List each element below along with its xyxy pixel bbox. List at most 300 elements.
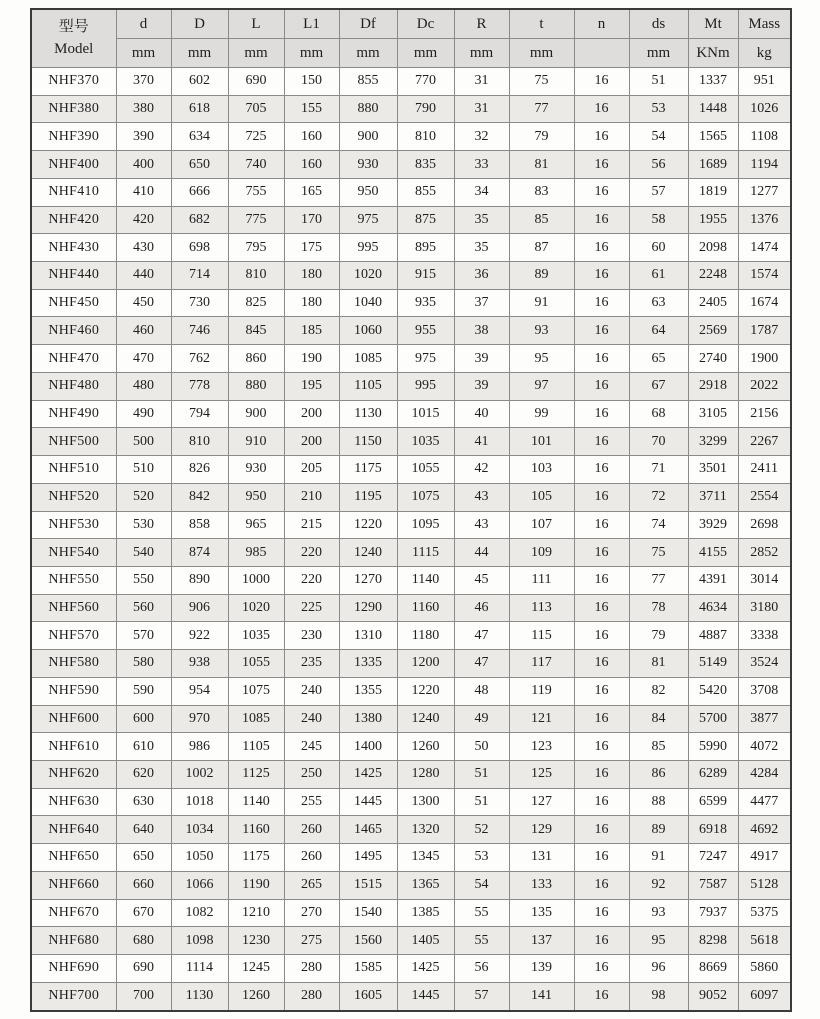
value-cell: 16 [574,650,629,678]
value-cell: 65 [629,345,688,373]
value-cell: 129 [509,816,574,844]
value-cell: 16 [574,428,629,456]
value-cell: 906 [171,594,228,622]
model-cell: NHF500 [31,428,116,456]
model-cell: NHF370 [31,68,116,96]
value-cell: 42 [454,456,509,484]
value-cell: 190 [284,345,339,373]
model-header-cn: 型号 [58,18,89,35]
value-cell: 660 [116,871,171,899]
value-cell: 3877 [738,705,791,733]
value-cell: 93 [629,899,688,927]
value-cell: 34 [454,178,509,206]
value-cell: 16 [574,456,629,484]
value-cell: 790 [397,95,454,123]
value-cell: 38 [454,317,509,345]
value-cell: 175 [284,234,339,262]
value-cell: 690 [116,955,171,983]
header-row-units [31,39,791,68]
value-cell: 8298 [688,927,738,955]
value-cell: 1000 [228,566,284,594]
value-cell: 9052 [688,982,738,1011]
value-cell: 6918 [688,816,738,844]
value-cell: 3524 [738,650,791,678]
value-cell: 185 [284,317,339,345]
table-row [31,871,791,899]
table-row [31,151,791,179]
value-cell: 16 [574,123,629,151]
value-cell: 16 [574,206,629,234]
value-cell: 16 [574,68,629,96]
value-cell: 755 [228,178,284,206]
value-cell: 88 [629,788,688,816]
value-cell: 37 [454,289,509,317]
value-cell: 16 [574,788,629,816]
value-cell: 40 [454,400,509,428]
value-cell: 36 [454,262,509,290]
value-cell: 16 [574,289,629,317]
value-cell: 1605 [339,982,397,1011]
value-cell: 91 [509,289,574,317]
value-cell: 71 [629,456,688,484]
value-cell: 16 [574,733,629,761]
value-cell: 39 [454,345,509,373]
value-cell: 1125 [228,760,284,788]
value-cell: 842 [171,483,228,511]
value-cell: 5149 [688,650,738,678]
value-cell: 280 [284,982,339,1011]
value-cell: 51 [454,788,509,816]
value-cell: 855 [339,68,397,96]
value-cell: 955 [397,317,454,345]
value-cell: 1066 [171,871,228,899]
value-cell: 44 [454,539,509,567]
value-cell: 1277 [738,178,791,206]
table-row [31,760,791,788]
value-cell: 560 [116,594,171,622]
value-cell: 1040 [339,289,397,317]
value-cell: 650 [171,151,228,179]
value-cell: 826 [171,456,228,484]
value-cell: 131 [509,844,574,872]
value-cell: 1400 [339,733,397,761]
value-cell: 995 [397,372,454,400]
value-cell: 16 [574,372,629,400]
value-cell: 16 [574,317,629,345]
model-cell: NHF440 [31,262,116,290]
value-cell: 270 [284,899,339,927]
value-cell: 602 [171,68,228,96]
value-cell: 845 [228,317,284,345]
model-cell: NHF480 [31,372,116,400]
value-cell: 2698 [738,511,791,539]
model-header-en: Model [54,40,94,57]
value-cell: 1425 [397,955,454,983]
value-cell: 16 [574,677,629,705]
column-label: Df [339,9,397,39]
header-row-labels [31,9,791,39]
value-cell: 1035 [228,622,284,650]
value-cell: 1018 [171,788,228,816]
value-cell: 1194 [738,151,791,179]
table-row [31,68,791,96]
value-cell: 16 [574,178,629,206]
value-cell: 922 [171,622,228,650]
value-cell: 240 [284,705,339,733]
value-cell: 810 [397,123,454,151]
model-cell: NHF470 [31,345,116,373]
value-cell: 111 [509,566,574,594]
value-cell: 1002 [171,760,228,788]
value-cell: 255 [284,788,339,816]
value-cell: 250 [284,760,339,788]
value-cell: 16 [574,844,629,872]
value-cell: 1180 [397,622,454,650]
value-cell: 400 [116,151,171,179]
model-cell: NHF540 [31,539,116,567]
value-cell: 1495 [339,844,397,872]
value-cell: 600 [116,705,171,733]
value-cell: 16 [574,594,629,622]
value-cell: 81 [509,151,574,179]
value-cell: 8669 [688,955,738,983]
value-cell: 770 [397,68,454,96]
value-cell: 141 [509,982,574,1011]
value-cell: 1160 [397,594,454,622]
value-cell: 500 [116,428,171,456]
value-cell: 1105 [339,372,397,400]
column-label: Mt [688,9,738,39]
table-body [31,68,791,1012]
value-cell: 1105 [228,733,284,761]
value-cell: 1160 [228,816,284,844]
value-cell: 150 [284,68,339,96]
value-cell: 1290 [339,594,397,622]
table-row [31,123,791,151]
value-cell: 570 [116,622,171,650]
value-cell: 810 [228,262,284,290]
value-cell: 1445 [339,788,397,816]
value-cell: 86 [629,760,688,788]
model-cell: NHF660 [31,871,116,899]
value-cell: 16 [574,400,629,428]
model-cell: NHF600 [31,705,116,733]
value-cell: 1819 [688,178,738,206]
value-cell: 87 [509,234,574,262]
value-cell: 180 [284,262,339,290]
model-cell: NHF640 [31,816,116,844]
table-row [31,816,791,844]
value-cell: 874 [171,539,228,567]
value-cell: 1260 [228,982,284,1011]
value-cell: 139 [509,955,574,983]
value-cell: 1055 [228,650,284,678]
value-cell: 2554 [738,483,791,511]
value-cell: 3180 [738,594,791,622]
value-cell: 5420 [688,677,738,705]
value-cell: 3338 [738,622,791,650]
column-unit: mm [509,39,574,68]
value-cell: 47 [454,622,509,650]
model-cell: NHF620 [31,760,116,788]
value-cell: 2411 [738,456,791,484]
value-cell: 84 [629,705,688,733]
value-cell: 16 [574,539,629,567]
table-row [31,982,791,1011]
value-cell: 137 [509,927,574,955]
table-row [31,566,791,594]
value-cell: 98 [629,982,688,1011]
value-cell: 4072 [738,733,791,761]
value-cell: 682 [171,206,228,234]
value-cell: 530 [116,511,171,539]
table-header [31,9,791,68]
value-cell: 5860 [738,955,791,983]
value-cell: 2156 [738,400,791,428]
value-cell: 580 [116,650,171,678]
value-cell: 35 [454,206,509,234]
value-cell: 1245 [228,955,284,983]
value-cell: 3929 [688,511,738,539]
table-row [31,206,791,234]
model-cell: NHF700 [31,982,116,1011]
value-cell: 666 [171,178,228,206]
value-cell: 1108 [738,123,791,151]
model-cell: NHF560 [31,594,116,622]
value-cell: 2022 [738,372,791,400]
value-cell: 55 [454,899,509,927]
value-cell: 714 [171,262,228,290]
value-cell: 160 [284,151,339,179]
value-cell: 1175 [339,456,397,484]
value-cell: 2248 [688,262,738,290]
value-cell: 2740 [688,345,738,373]
value-cell: 32 [454,123,509,151]
value-cell: 77 [629,566,688,594]
value-cell: 51 [629,68,688,96]
value-cell: 510 [116,456,171,484]
model-cell: NHF520 [31,483,116,511]
value-cell: 1034 [171,816,228,844]
model-cell: NHF580 [31,650,116,678]
value-cell: 133 [509,871,574,899]
table-row [31,788,791,816]
value-cell: 16 [574,982,629,1011]
value-cell: 1190 [228,871,284,899]
value-cell: 99 [509,400,574,428]
value-cell: 900 [228,400,284,428]
value-cell: 43 [454,483,509,511]
value-cell: 215 [284,511,339,539]
value-cell: 78 [629,594,688,622]
value-cell: 220 [284,539,339,567]
value-cell: 1585 [339,955,397,983]
value-cell: 4887 [688,622,738,650]
value-cell: 2405 [688,289,738,317]
value-cell: 6097 [738,982,791,1011]
value-cell: 1310 [339,622,397,650]
value-cell: 778 [171,372,228,400]
value-cell: 1035 [397,428,454,456]
value-cell: 1095 [397,511,454,539]
value-cell: 46 [454,594,509,622]
value-cell: 16 [574,566,629,594]
value-cell: 127 [509,788,574,816]
value-cell: 985 [228,539,284,567]
value-cell: 200 [284,400,339,428]
value-cell: 1337 [688,68,738,96]
value-cell: 55 [454,927,509,955]
column-label: d [116,9,171,39]
value-cell: 260 [284,844,339,872]
value-cell: 16 [574,871,629,899]
value-cell: 225 [284,594,339,622]
value-cell: 975 [339,206,397,234]
value-cell: 762 [171,345,228,373]
value-cell: 125 [509,760,574,788]
value-cell: 950 [339,178,397,206]
value-cell: 43 [454,511,509,539]
value-cell: 880 [339,95,397,123]
value-cell: 113 [509,594,574,622]
column-label: D [171,9,228,39]
value-cell: 1445 [397,982,454,1011]
value-cell: 900 [339,123,397,151]
table-row [31,539,791,567]
value-cell: 165 [284,178,339,206]
value-cell: 107 [509,511,574,539]
value-cell: 995 [339,234,397,262]
value-cell: 930 [339,151,397,179]
value-cell: 5990 [688,733,738,761]
value-cell: 630 [116,788,171,816]
value-cell: 610 [116,733,171,761]
value-cell: 1220 [397,677,454,705]
value-cell: 1085 [339,345,397,373]
value-cell: 16 [574,760,629,788]
value-cell: 7587 [688,871,738,899]
value-cell: 1026 [738,95,791,123]
value-cell: 16 [574,816,629,844]
value-cell: 1425 [339,760,397,788]
table-row [31,511,791,539]
value-cell: 105 [509,483,574,511]
value-cell: 79 [509,123,574,151]
value-cell: 2569 [688,317,738,345]
value-cell: 1220 [339,511,397,539]
value-cell: 170 [284,206,339,234]
value-cell: 1900 [738,345,791,373]
value-cell: 4155 [688,539,738,567]
value-cell: 794 [171,400,228,428]
value-cell: 1082 [171,899,228,927]
value-cell: 67 [629,372,688,400]
value-cell: 95 [509,345,574,373]
value-cell: 4284 [738,760,791,788]
table-row [31,705,791,733]
value-cell: 1114 [171,955,228,983]
value-cell: 480 [116,372,171,400]
value-cell: 938 [171,650,228,678]
value-cell: 1015 [397,400,454,428]
model-cell: NHF410 [31,178,116,206]
value-cell: 954 [171,677,228,705]
value-cell: 1075 [397,483,454,511]
value-cell: 117 [509,650,574,678]
value-cell: 16 [574,899,629,927]
value-cell: 440 [116,262,171,290]
value-cell: 57 [629,178,688,206]
value-cell: 2098 [688,234,738,262]
value-cell: 1130 [339,400,397,428]
column-unit: mm [284,39,339,68]
value-cell: 540 [116,539,171,567]
value-cell: 3014 [738,566,791,594]
value-cell: 115 [509,622,574,650]
value-cell: 618 [171,95,228,123]
table-row [31,178,791,206]
value-cell: 2918 [688,372,738,400]
value-cell: 195 [284,372,339,400]
value-cell: 1787 [738,317,791,345]
value-cell: 810 [171,428,228,456]
value-cell: 135 [509,899,574,927]
column-label: L1 [284,9,339,39]
table-row [31,622,791,650]
table-row [31,400,791,428]
value-cell: 81 [629,650,688,678]
value-cell: 795 [228,234,284,262]
value-cell: 550 [116,566,171,594]
model-cell: NHF610 [31,733,116,761]
value-cell: 670 [116,899,171,927]
value-cell: 950 [228,483,284,511]
table-row [31,483,791,511]
value-cell: 1448 [688,95,738,123]
value-cell: 380 [116,95,171,123]
value-cell: 470 [116,345,171,373]
value-cell: 68 [629,400,688,428]
value-cell: 986 [171,733,228,761]
table-row [31,456,791,484]
value-cell: 1020 [228,594,284,622]
value-cell: 1355 [339,677,397,705]
table-row [31,899,791,927]
value-cell: 1320 [397,816,454,844]
value-cell: 1195 [339,483,397,511]
value-cell: 4692 [738,816,791,844]
value-cell: 4477 [738,788,791,816]
value-cell: 1365 [397,871,454,899]
value-cell: 1474 [738,234,791,262]
table-row [31,95,791,123]
value-cell: 7937 [688,899,738,927]
table-row [31,289,791,317]
value-cell: 48 [454,677,509,705]
value-cell: 205 [284,456,339,484]
value-cell: 58 [629,206,688,234]
value-cell: 1465 [339,816,397,844]
value-cell: 16 [574,345,629,373]
value-cell: 96 [629,955,688,983]
nhf-specification-table [30,8,792,1012]
value-cell: 16 [574,234,629,262]
value-cell: 1574 [738,262,791,290]
value-cell: 880 [228,372,284,400]
value-cell: 775 [228,206,284,234]
value-cell: 1175 [228,844,284,872]
value-cell: 1140 [397,566,454,594]
